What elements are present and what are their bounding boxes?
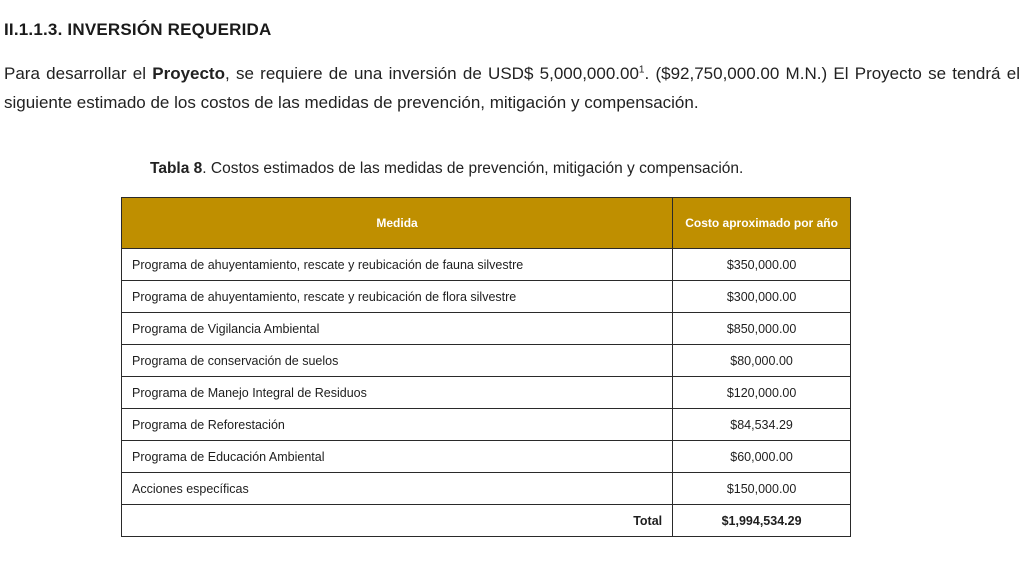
row-costo: $850,000.00 — [673, 313, 851, 345]
row-medida: Programa de ahuyentamiento, rescate y reubicación de fauna silvestre — [122, 249, 673, 281]
row-medida: Programa de ahuyentamiento, rescate y reubicación de flora silvestre — [122, 281, 673, 313]
table-total-row — [122, 505, 851, 537]
table-row — [122, 281, 851, 313]
row-medida: Programa de Manejo Integral de Residuos — [122, 377, 673, 409]
table-header-row — [122, 198, 851, 249]
row-costo: $150,000.00 — [673, 473, 851, 505]
total-label: Total — [122, 505, 673, 537]
header-medida: Medida — [122, 198, 673, 249]
row-costo: $84,534.29 — [673, 409, 851, 441]
row-medida: Acciones específicas — [122, 473, 673, 505]
row-costo: $120,000.00 — [673, 377, 851, 409]
total-value: $1,994,534.29 — [673, 505, 851, 537]
paragraph-text-2: , se requiere de una inversión de USD$ 5,000,000.00 — [224, 64, 639, 83]
table-row — [122, 473, 851, 505]
paragraph-text-3: . ($92,750,000.00 M.N.) El Proyecto se tendrá el siguiente estimado de los costos de las medidas de prevención, mitigación y compensación. — [4, 64, 1020, 112]
table-caption-text: . Costos estimados de las medidas de prevención, mitigación y compensación. — [202, 160, 744, 177]
table-body — [122, 249, 851, 537]
paragraph-project-bold: Proyecto — [152, 64, 225, 83]
table-caption-label: Tabla 8 — [150, 160, 203, 177]
table-row — [122, 313, 851, 345]
row-costo: $60,000.00 — [673, 441, 851, 473]
table-row — [122, 249, 851, 281]
table-caption — [150, 160, 743, 178]
investment-paragraph — [4, 60, 1020, 117]
table-row — [122, 441, 851, 473]
paragraph-text-1: Para desarrollar el — [4, 64, 153, 83]
row-costo: $80,000.00 — [673, 345, 851, 377]
row-medida: Programa de Vigilancia Ambiental — [122, 313, 673, 345]
row-costo: $300,000.00 — [673, 281, 851, 313]
row-costo: $350,000.00 — [673, 249, 851, 281]
table-row — [122, 345, 851, 377]
footnote-marker[interactable]: 1 — [638, 64, 645, 76]
section-heading: II.1.1.3. INVERSIÓN REQUERIDA — [4, 20, 272, 39]
table-row — [122, 409, 851, 441]
header-costo: Costo aproximado por año — [673, 198, 851, 249]
table-row — [122, 377, 851, 409]
costs-table — [121, 197, 851, 537]
row-medida: Programa de Educación Ambiental — [122, 441, 673, 473]
row-medida: Programa de Reforestación — [122, 409, 673, 441]
row-medida: Programa de conservación de suelos — [122, 345, 673, 377]
